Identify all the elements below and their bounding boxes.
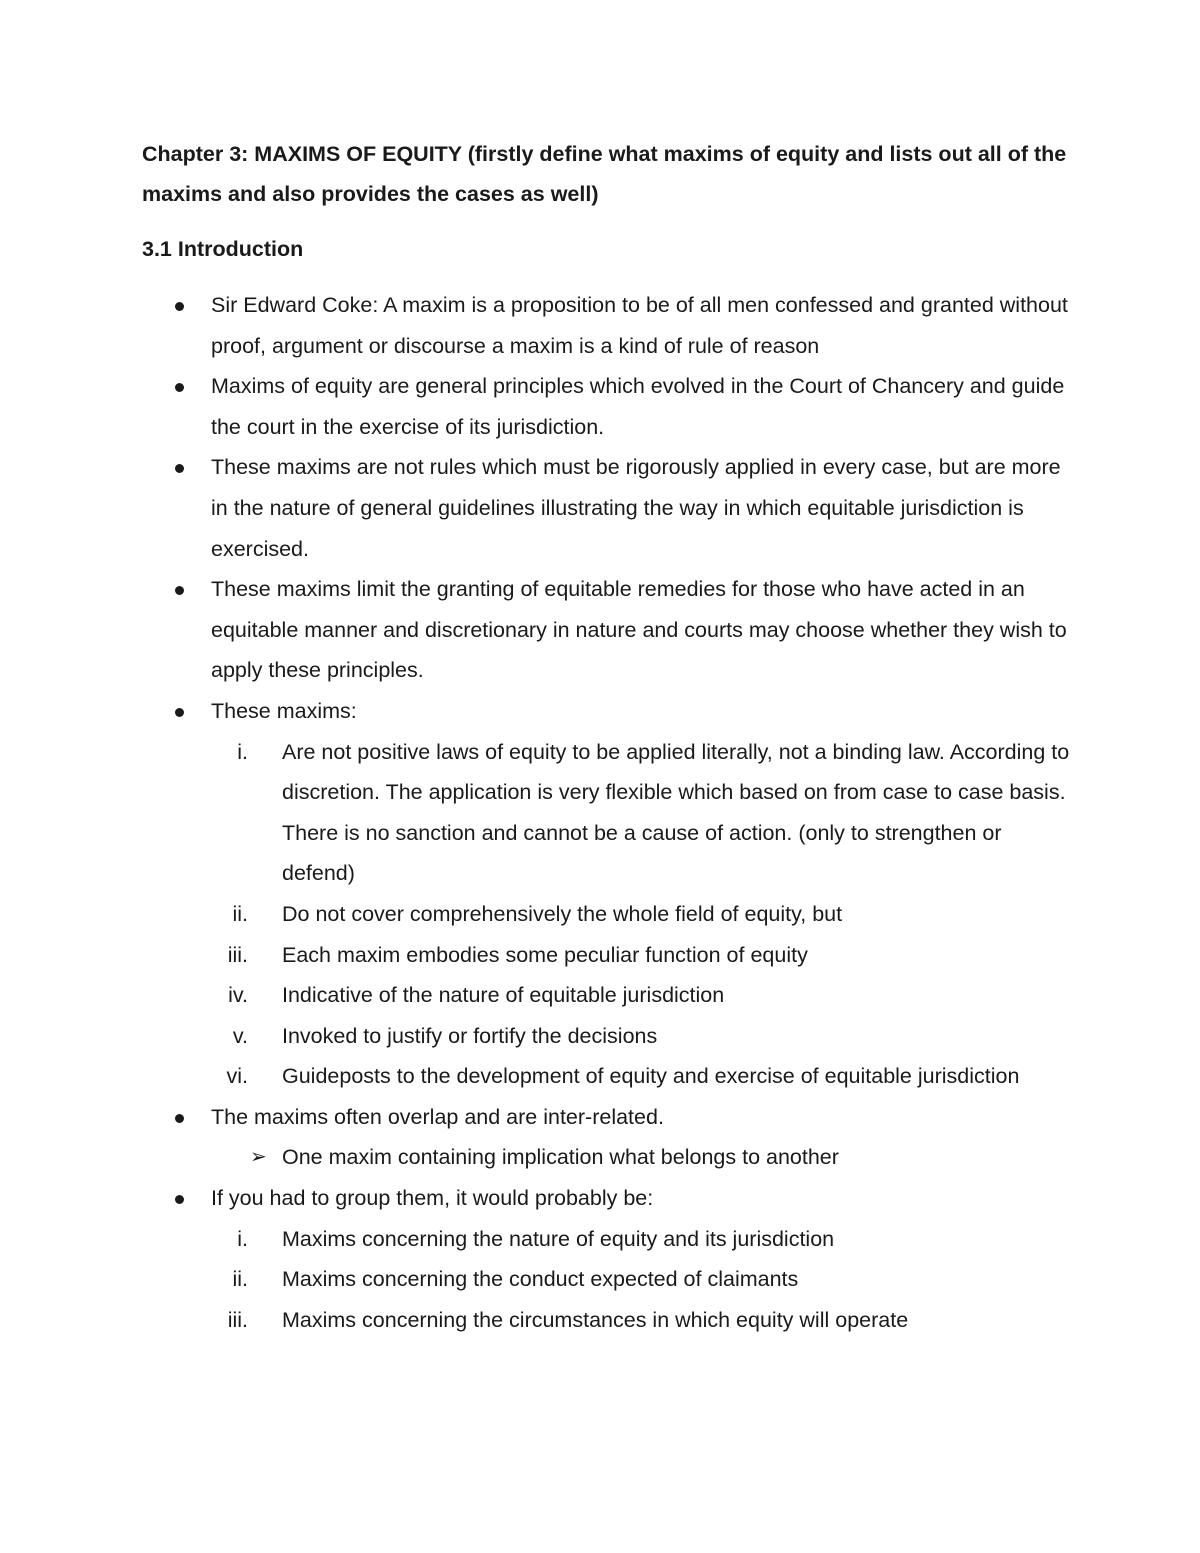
roman-list-item xyxy=(142,975,1072,1016)
roman-item-text: Do not cover comprehensively the whole field of equity, but xyxy=(282,901,843,926)
bullet-item xyxy=(142,569,1072,691)
bullet-text: Sir Edward Coke: A maxim is a proposition to be of all men confessed and granted without proof, argument or discourse a maxim is a kind of rule of reason xyxy=(211,293,1068,358)
roman-item-text: Maxims concerning the conduct expected of claimants xyxy=(282,1267,799,1292)
bullet-icon xyxy=(175,586,184,595)
bullet-text: These maxims limit the granting of equitable remedies for those who have acted in an equitable manner and discretionary in nature and courts may choose whether they wish to apply these principles. xyxy=(211,577,1067,683)
roman-numeral: iii. xyxy=(227,942,248,967)
section-heading: 3.1 Introduction xyxy=(142,237,304,261)
overlap-sub-list xyxy=(211,1137,1072,1178)
roman-list-item xyxy=(142,1056,1072,1097)
bullet-item xyxy=(142,691,1072,1097)
roman-item-text: Invoked to justify or fortify the decisions xyxy=(282,1023,658,1048)
roman-item-text: Guideposts to the development of equity and exercise of equitable jurisdiction xyxy=(282,1064,1020,1089)
bullet-icon xyxy=(175,464,184,473)
roman-numeral: iii. xyxy=(227,1307,248,1332)
bullet-item xyxy=(142,366,1072,447)
roman-item-text: Indicative of the nature of equitable jurisdiction xyxy=(282,983,725,1008)
intro-bullet-list xyxy=(142,285,1072,1340)
roman-numeral: ii. xyxy=(232,901,248,926)
bullet-item xyxy=(142,1097,1072,1178)
bullet-text: The maxims often overlap and are inter-related. xyxy=(211,1104,664,1129)
bullet-icon xyxy=(175,1195,184,1204)
bullet-icon xyxy=(175,383,184,392)
roman-list-item xyxy=(142,894,1072,935)
bullet-text: If you had to group them, it would probably be: xyxy=(211,1186,654,1211)
roman-item-text: Are not positive laws of equity to be applied literally, not a binding law. According to discretion. The application is very flexible which based on from case to case basis. There is no sanction and cannot be a cause of action. (only to strengthen or defend) xyxy=(282,739,1070,886)
document-page xyxy=(142,134,1072,1340)
bullet-text: These maxims: xyxy=(211,698,357,723)
bullet-icon xyxy=(175,1114,184,1123)
bullet-item xyxy=(142,285,1072,366)
roman-list-item xyxy=(142,1300,1072,1341)
roman-numeral: i. xyxy=(237,1226,248,1251)
bullet-text: Maxims of equity are general principles which evolved in the Court of Chancery and guide the court in the exercise of its jurisdiction. xyxy=(211,374,1065,439)
roman-numeral: i. xyxy=(237,739,248,764)
group-list xyxy=(211,1219,1072,1341)
bullet-text: These maxims are not rules which must be rigorously applied in every case, but are more in the nature of general guidelines illustrating the way in which equitable jurisdiction is exercised. xyxy=(211,455,1061,561)
roman-numeral: v. xyxy=(232,1023,248,1048)
roman-list-item xyxy=(142,935,1072,976)
these-maxims-list xyxy=(211,732,1072,1097)
arrow-bullet-icon: ➢ xyxy=(250,1146,267,1169)
roman-list-item xyxy=(142,1219,1072,1260)
bullet-item xyxy=(142,1178,1072,1340)
bullet-item xyxy=(142,447,1072,569)
roman-item-text: Maxims concerning the nature of equity and its jurisdiction xyxy=(282,1226,835,1251)
roman-numeral: ii. xyxy=(232,1267,248,1292)
roman-list-item xyxy=(142,1016,1072,1057)
roman-numeral: iv. xyxy=(228,983,248,1008)
chapter-title: Chapter 3: MAXIMS OF EQUITY (firstly define what maxims of equity and lists out all of the maxims and also provides the cases as well) xyxy=(142,142,1067,206)
bullet-icon xyxy=(175,302,184,311)
arrow-list-item xyxy=(142,1137,1072,1178)
roman-list-item xyxy=(142,732,1072,894)
roman-item-text: Each maxim embodies some peculiar function of equity xyxy=(282,942,808,967)
bullet-icon xyxy=(175,708,184,717)
arrow-item-text: One maxim containing implication what belongs to another xyxy=(282,1145,839,1170)
roman-numeral: vi. xyxy=(226,1064,248,1089)
roman-list-item xyxy=(142,1259,1072,1300)
roman-item-text: Maxims concerning the circumstances in which equity will operate xyxy=(282,1307,909,1332)
